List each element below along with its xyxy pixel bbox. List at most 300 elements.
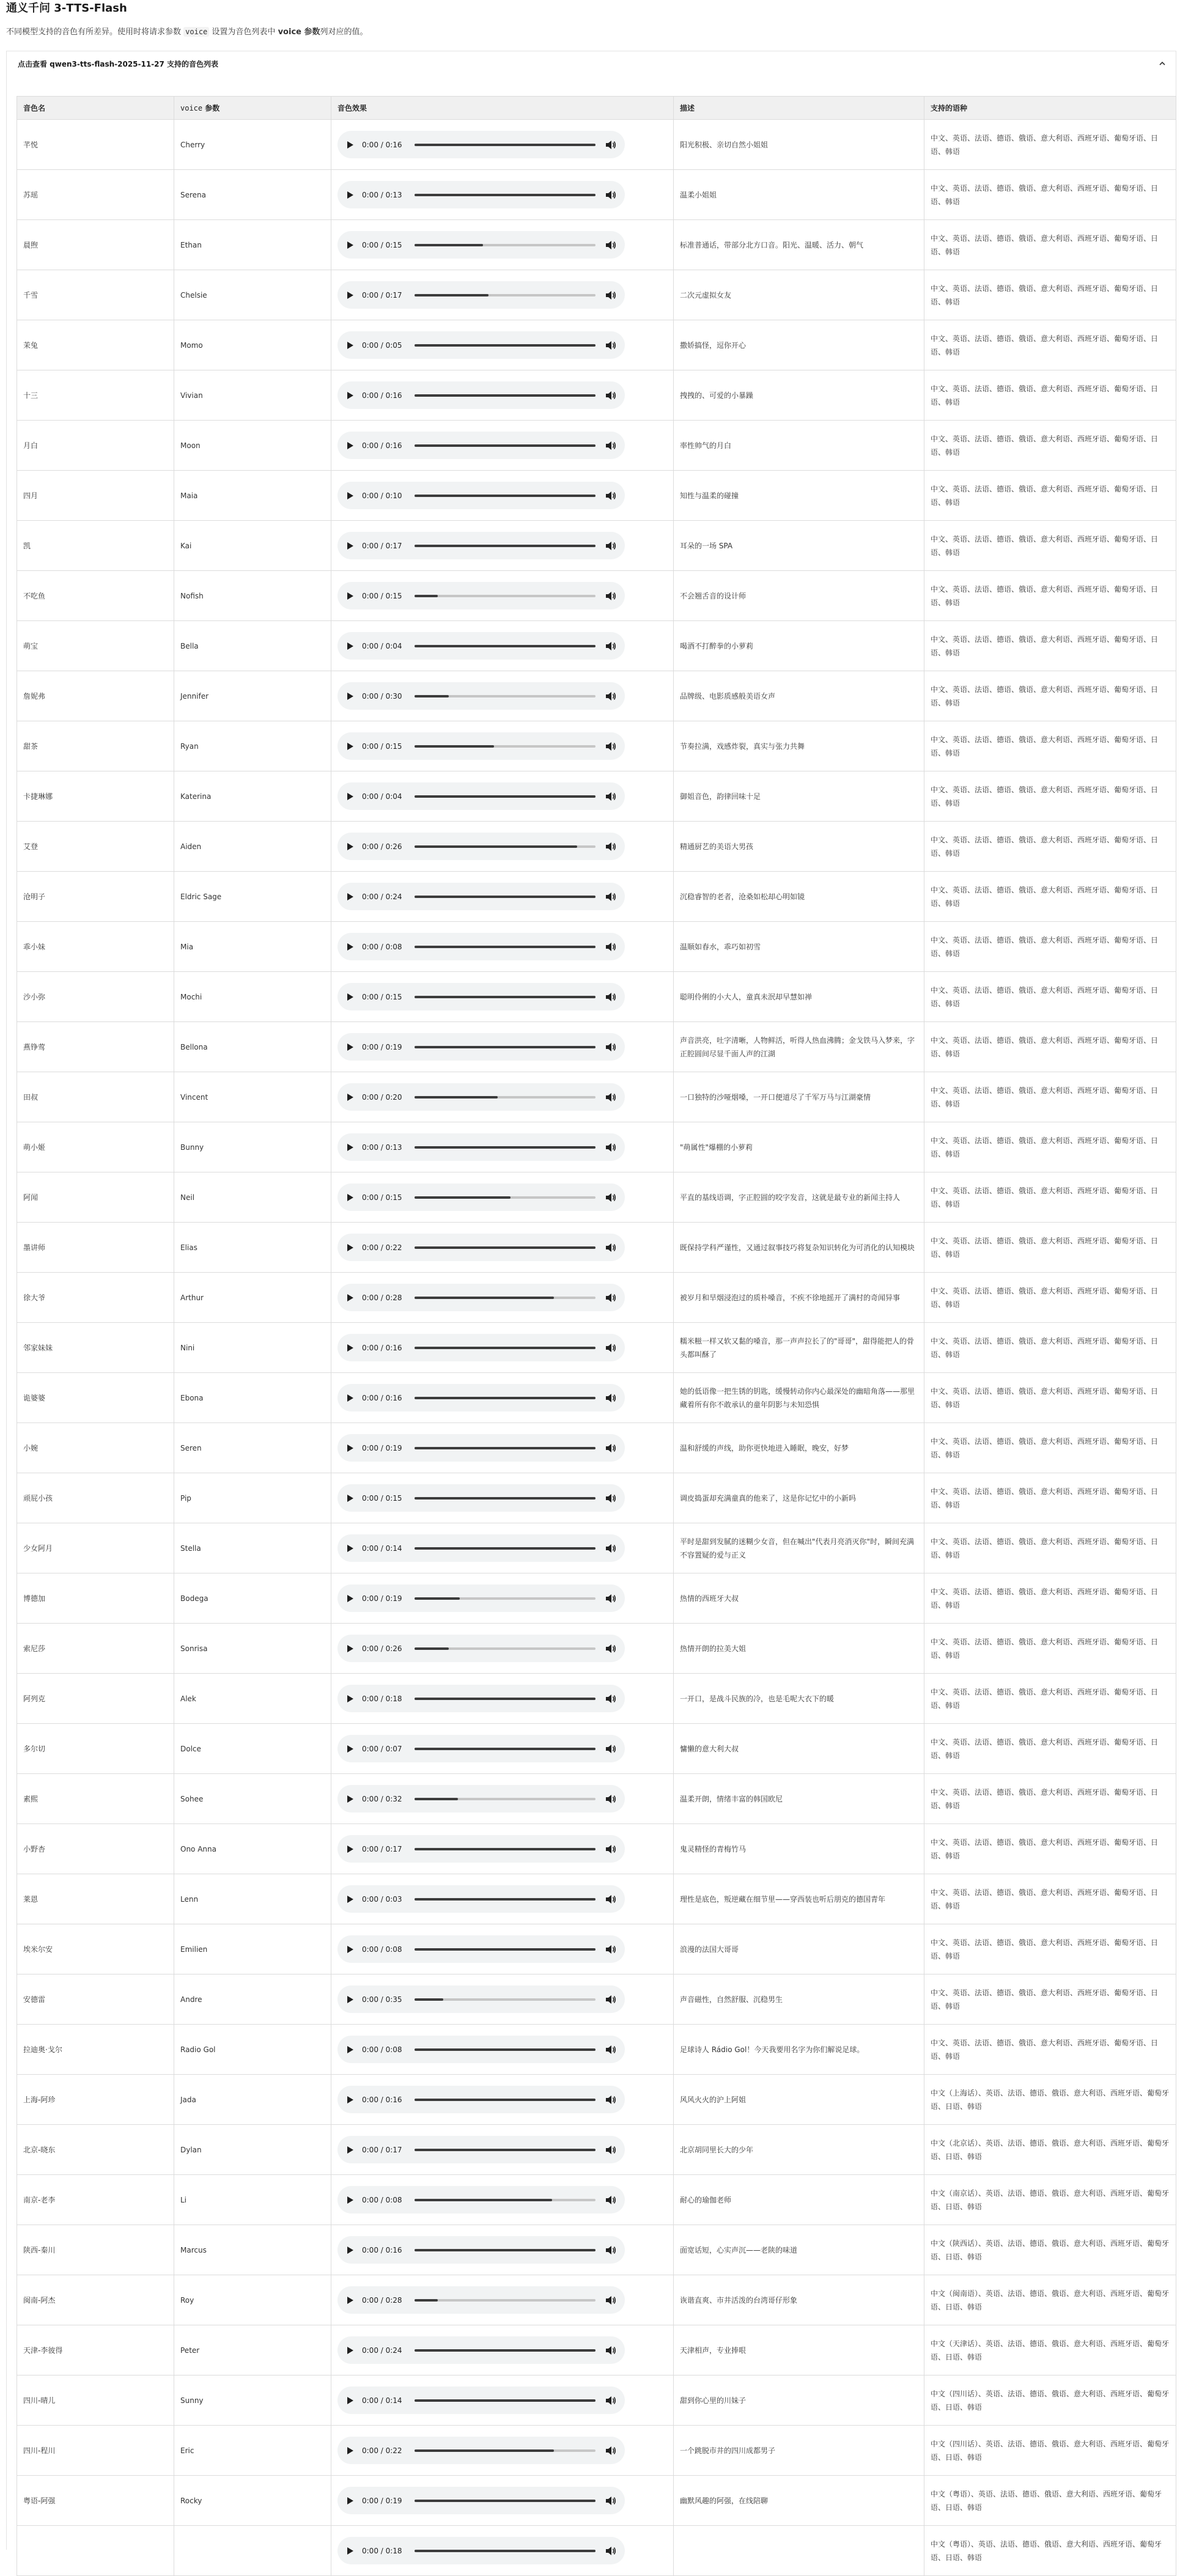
play-icon[interactable] <box>347 1896 353 1903</box>
cell-description: 北京胡同里长大的少年 <box>674 2125 924 2175</box>
volume-icon[interactable] <box>605 1594 616 1603</box>
header-desc: 描述 <box>674 97 924 120</box>
audio-player[interactable] <box>337 2136 625 2163</box>
cell-languages: 中文、英语、法语、德语、俄语、意大利语、西班牙语、葡萄牙语、日语、韩语 <box>924 1674 1176 1724</box>
audio-seek-bar[interactable] <box>415 1998 596 2001</box>
play-icon[interactable] <box>347 743 353 750</box>
audio-seek-fill <box>415 1547 596 1550</box>
cell-languages: 中文、英语、法语、德语、俄语、意大利语、西班牙语、葡萄牙语、日语、韩语 <box>924 972 1176 1022</box>
cell-languages: 中文、英语、法语、德语、俄语、意大利语、西班牙语、葡萄牙语、日语、韩语 <box>924 1924 1176 1974</box>
table-row <box>17 1724 1176 1774</box>
play-icon[interactable] <box>347 1094 353 1101</box>
cell-voice-param: Marcus <box>174 2225 331 2275</box>
audio-time: 0:00 / 0:15 <box>362 240 402 249</box>
audio-player[interactable] <box>337 2386 625 2414</box>
cell-voice-name: 诡婆婆 <box>17 1373 174 1423</box>
volume-icon[interactable] <box>605 1293 616 1303</box>
table-row <box>17 822 1176 872</box>
volume-icon[interactable] <box>605 691 616 701</box>
audio-player[interactable] <box>337 1234 625 1261</box>
audio-player[interactable] <box>337 1685 625 1712</box>
volume-icon[interactable] <box>605 290 616 300</box>
audio-player[interactable] <box>337 381 625 409</box>
audio-player[interactable] <box>337 1133 625 1161</box>
cell-voice-param: Vivian <box>174 370 331 421</box>
volume-icon[interactable] <box>605 2195 616 2205</box>
volume-icon[interactable] <box>605 391 616 400</box>
volume-icon[interactable] <box>605 1544 616 1553</box>
audio-player[interactable] <box>337 482 625 509</box>
audio-seek-bar[interactable] <box>415 1347 596 1349</box>
audio-player[interactable] <box>337 1334 625 1361</box>
audio-seek-fill <box>415 595 438 597</box>
audio-seek-bar[interactable] <box>415 2199 596 2201</box>
chevron-up-icon[interactable] <box>1155 56 1170 71</box>
audio-seek-bar[interactable] <box>415 2299 596 2302</box>
table-row <box>17 2225 1176 2275</box>
audio-player[interactable] <box>337 1935 625 1963</box>
audio-seek-bar[interactable] <box>415 194 596 196</box>
audio-seek-fill <box>415 344 596 347</box>
volume-icon[interactable] <box>605 340 616 350</box>
audio-seek-bar[interactable] <box>415 1497 596 1500</box>
audio-seek-bar[interactable] <box>415 2099 596 2101</box>
audio-time: 0:00 / 0:16 <box>362 2245 402 2254</box>
audio-player[interactable] <box>337 2487 625 2514</box>
cell-languages: 中文、英语、法语、德语、俄语、意大利语、西班牙语、葡萄牙语、日语、韩语 <box>924 170 1176 220</box>
cell-voice-name: 不吃鱼 <box>17 571 174 621</box>
audio-seek-bar[interactable] <box>415 2048 596 2051</box>
cell-voice-param: Seren <box>174 1423 331 1473</box>
volume-icon[interactable] <box>605 541 616 551</box>
table-row <box>17 2325 1176 2375</box>
play-icon[interactable] <box>347 2046 353 2053</box>
audio-seek-bar[interactable] <box>415 996 596 998</box>
volume-icon[interactable] <box>605 2546 616 2556</box>
play-icon[interactable] <box>347 693 353 700</box>
play-icon[interactable] <box>347 1394 353 1402</box>
audio-player[interactable] <box>337 1484 625 1512</box>
cell-description: 一个跳脱市井的四川成都男子 <box>674 2426 924 2476</box>
audio-seek-bar[interactable] <box>415 946 596 948</box>
cell-voice-param: Sonrisa <box>174 1624 331 1674</box>
play-icon[interactable] <box>347 893 353 900</box>
play-icon[interactable] <box>347 1444 353 1452</box>
audio-player[interactable] <box>337 2437 625 2464</box>
cell-sample <box>331 1674 674 1724</box>
cell-sample <box>331 1523 674 1573</box>
cell-description: 二次元虚拟女友 <box>674 270 924 320</box>
play-icon[interactable] <box>347 2547 353 2555</box>
audio-seek-bar[interactable] <box>415 495 596 497</box>
volume-icon[interactable] <box>605 942 616 952</box>
audio-player[interactable] <box>337 1284 625 1311</box>
audio-seek-fill <box>415 1748 596 1750</box>
play-icon[interactable] <box>347 542 353 550</box>
volume-icon[interactable] <box>605 1393 616 1403</box>
play-icon[interactable] <box>347 1946 353 1953</box>
volume-icon[interactable] <box>605 1644 616 1654</box>
cell-voice-name: 卡捷琳娜 <box>17 771 174 822</box>
play-icon[interactable] <box>347 1194 353 1201</box>
play-icon[interactable] <box>347 1745 353 1753</box>
play-icon[interactable] <box>347 2247 353 2254</box>
audio-player[interactable] <box>337 1584 625 1612</box>
volume-icon[interactable] <box>605 742 616 751</box>
audio-seek-bar[interactable] <box>415 595 596 597</box>
cell-languages: 中文、英语、法语、德语、俄语、意大利语、西班牙语、葡萄牙语、日语、韩语 <box>924 1824 1176 1874</box>
volume-icon[interactable] <box>605 2346 616 2355</box>
volume-icon[interactable] <box>605 641 616 651</box>
audio-player[interactable] <box>337 1033 625 1061</box>
audio-player[interactable] <box>337 1735 625 1762</box>
audio-player[interactable] <box>337 1785 625 1812</box>
cell-description: 耐心的瑜伽老师 <box>674 2175 924 2225</box>
audio-player[interactable] <box>337 281 625 309</box>
volume-icon[interactable] <box>605 2045 616 2055</box>
play-icon[interactable] <box>347 2096 353 2103</box>
audio-seek-bar[interactable] <box>415 144 596 146</box>
cell-voice-name: 萌小姬 <box>17 1122 174 1172</box>
cell-voice-name: 阿列克 <box>17 1674 174 1724</box>
play-icon[interactable] <box>347 1846 353 1853</box>
intro-middle: 设置为音色列表中 <box>212 28 276 37</box>
volume-icon[interactable] <box>605 1794 616 1804</box>
volume-icon[interactable] <box>605 2446 616 2456</box>
volume-icon[interactable] <box>605 792 616 801</box>
play-icon[interactable] <box>347 2347 353 2354</box>
audio-seek-bar[interactable] <box>415 394 596 397</box>
audio-seek-fill <box>415 1798 458 1800</box>
audio-seek-bar[interactable] <box>415 344 596 347</box>
play-icon[interactable] <box>347 1595 353 1602</box>
audio-player[interactable] <box>337 1183 625 1211</box>
play-icon[interactable] <box>347 292 353 299</box>
volume-icon[interactable] <box>605 1343 616 1353</box>
cell-sample <box>331 571 674 621</box>
cell-voice-name: 顽屁小孩 <box>17 1473 174 1523</box>
volume-icon[interactable] <box>605 842 616 852</box>
play-icon[interactable] <box>347 492 353 499</box>
cell-languages: 中文、英语、法语、德语、俄语、意大利语、西班牙语、葡萄牙语、日语、韩语 <box>924 571 1176 621</box>
play-icon[interactable] <box>347 993 353 1001</box>
cell-description: 一口独特的沙哑烟嗓，一开口便道尽了千军万马与江湖豪情 <box>674 1072 924 1122</box>
volume-icon[interactable] <box>605 2396 616 2405</box>
play-icon[interactable] <box>347 642 353 650</box>
cell-languages: 中文（上海话）、英语、法语、德语、俄语、意大利语、西班牙语、葡萄牙语、日语、韩语 <box>924 2075 1176 2125</box>
audio-seek-bar[interactable] <box>415 1397 596 1399</box>
play-icon[interactable] <box>347 141 353 149</box>
audio-seek-bar[interactable] <box>415 2249 596 2251</box>
audio-time: 0:00 / 0:05 <box>362 340 402 350</box>
cell-voice-param: Bellona <box>174 1022 331 1072</box>
cell-voice-param: Jennifer <box>174 671 331 721</box>
audio-seek-bar[interactable] <box>415 645 596 647</box>
table-row <box>17 2375 1176 2426</box>
volume-icon[interactable] <box>605 2245 616 2255</box>
audio-player[interactable] <box>337 2036 625 2063</box>
cell-voice-name: 索尼莎 <box>17 1624 174 1674</box>
volume-icon[interactable] <box>605 1092 616 1102</box>
play-icon[interactable] <box>347 442 353 449</box>
audio-seek-bar[interactable] <box>415 2550 596 2552</box>
table-row <box>17 1774 1176 1824</box>
cell-description: 耳朵的一场 SPA <box>674 521 924 571</box>
play-icon[interactable] <box>347 2297 353 2304</box>
audio-player[interactable] <box>337 732 625 760</box>
play-icon[interactable] <box>347 2447 353 2454</box>
cell-languages: 中文、英语、法语、德语、俄语、意大利语、西班牙语、葡萄牙语、日语、韩语 <box>924 1223 1176 1273</box>
volume-icon[interactable] <box>605 1694 616 1704</box>
audio-seek-bar[interactable] <box>415 1246 596 1249</box>
cell-sample <box>331 2175 674 2225</box>
volume-icon[interactable] <box>605 1493 616 1503</box>
play-icon[interactable] <box>347 1545 353 1552</box>
cell-description: 她的低语像一把生锈的钥匙，缓慢转动你内心最深处的幽暗角落——那里藏着所有你不敢承认的童年阴影与未知恐惧 <box>674 1373 924 1423</box>
audio-seek-bar[interactable] <box>415 1948 596 1951</box>
audio-player[interactable] <box>337 1384 625 1411</box>
audio-seek-bar[interactable] <box>415 2399 596 2402</box>
cell-languages: 中文、英语、法语、德语、俄语、意大利语、西班牙语、葡萄牙语、日语、韩语 <box>924 1373 1176 1423</box>
audio-player[interactable] <box>337 632 625 660</box>
play-icon[interactable] <box>347 191 353 199</box>
audio-player[interactable] <box>337 131 625 158</box>
table-row <box>17 1223 1176 1273</box>
audio-seek-fill <box>415 444 596 447</box>
play-icon[interactable] <box>347 1294 353 1301</box>
audio-seek-bar[interactable] <box>415 1748 596 1750</box>
audio-seek-bar[interactable] <box>415 2149 596 2151</box>
audio-player[interactable] <box>337 682 625 710</box>
audio-player[interactable] <box>337 2286 625 2314</box>
audio-time: 0:00 / 0:16 <box>362 2095 402 2104</box>
audio-seek-fill <box>415 2500 596 2502</box>
volume-icon[interactable] <box>605 1995 616 2004</box>
audio-player[interactable] <box>337 2186 625 2214</box>
table-row <box>17 1273 1176 1323</box>
volume-icon[interactable] <box>605 1193 616 1202</box>
play-icon[interactable] <box>347 392 353 399</box>
voice-table <box>17 96 1176 2576</box>
audio-player[interactable] <box>337 1635 625 1662</box>
play-icon[interactable] <box>347 241 353 249</box>
play-icon[interactable] <box>347 2397 353 2404</box>
volume-icon[interactable] <box>605 1143 616 1152</box>
audio-seek-bar[interactable] <box>415 294 596 296</box>
volume-icon[interactable] <box>605 140 616 150</box>
cell-sample <box>331 721 674 771</box>
audio-seek-bar[interactable] <box>415 845 596 848</box>
audio-player[interactable] <box>337 532 625 559</box>
volume-icon[interactable] <box>605 1894 616 1904</box>
cell-sample <box>331 621 674 671</box>
volume-icon[interactable] <box>605 2295 616 2305</box>
cell-voice-name: 天津-李彼得 <box>17 2325 174 2375</box>
play-icon[interactable] <box>347 1344 353 1352</box>
audio-seek-bar[interactable] <box>415 1647 596 1650</box>
audio-seek-bar[interactable] <box>415 1798 596 1800</box>
audio-player[interactable] <box>337 1985 625 2013</box>
audio-player[interactable] <box>337 983 625 1010</box>
audio-player[interactable] <box>337 1083 625 1111</box>
cell-voice-name: 陕西-秦川 <box>17 2225 174 2275</box>
cell-description: 天津相声，专业捧哏 <box>674 2325 924 2375</box>
cell-voice-param: Bodega <box>174 1573 331 1624</box>
audio-seek-bar[interactable] <box>415 695 596 697</box>
cell-voice-name: 北京-晓东 <box>17 2125 174 2175</box>
audio-time: 0:00 / 0:16 <box>362 1393 402 1402</box>
audio-seek-bar[interactable] <box>415 1096 596 1098</box>
cell-description: 聪明伶俐的小大人，童真未泯却早慧如禅 <box>674 972 924 1022</box>
table-row <box>17 571 1176 621</box>
volume-icon[interactable] <box>605 190 616 200</box>
play-icon[interactable] <box>347 592 353 600</box>
table-header-row <box>17 97 1176 120</box>
table-row <box>17 2275 1176 2325</box>
audio-seek-bar[interactable] <box>415 745 596 748</box>
audio-player[interactable] <box>337 2537 625 2564</box>
audio-seek-bar[interactable] <box>415 1898 596 1901</box>
play-icon[interactable] <box>347 1645 353 1652</box>
cell-description: 节奏拉满，戏感炸裂，真实与张力共舞 <box>674 721 924 771</box>
play-icon[interactable] <box>347 2497 353 2504</box>
header-voice-suffix: 参数 <box>202 104 220 112</box>
audio-seek-bar[interactable] <box>415 1196 596 1199</box>
audio-player[interactable] <box>337 1434 625 1462</box>
audio-player[interactable] <box>337 883 625 910</box>
audio-seek-bar[interactable] <box>415 1698 596 1700</box>
volume-icon[interactable] <box>605 240 616 250</box>
cell-description: 理性是底色，叛逆藏在细节里——穿西装也听后朋克的德国青年 <box>674 1874 924 1924</box>
audio-player[interactable] <box>337 933 625 960</box>
volume-icon[interactable] <box>605 2095 616 2105</box>
play-icon[interactable] <box>347 1244 353 1251</box>
play-icon[interactable] <box>347 1043 353 1051</box>
play-icon[interactable] <box>347 1996 353 2003</box>
audio-seek-bar[interactable] <box>415 2500 596 2502</box>
audio-seek-fill <box>415 545 596 547</box>
volume-icon[interactable] <box>605 1744 616 1754</box>
volume-icon[interactable] <box>605 1443 616 1453</box>
audio-player[interactable] <box>337 833 625 860</box>
cell-description: 精通厨艺的美语大男孩 <box>674 822 924 872</box>
audio-player[interactable] <box>337 582 625 609</box>
audio-seek-fill <box>415 294 489 296</box>
voice-list-toggle[interactable] <box>7 51 1176 76</box>
audio-seek-fill <box>415 2199 552 2201</box>
cell-sample <box>331 2526 674 2576</box>
play-icon[interactable] <box>347 943 353 951</box>
cell-languages: 中文、英语、法语、德语、俄语、意大利语、西班牙语、葡萄牙语、日语、韩语 <box>924 1874 1176 1924</box>
audio-seek-bar[interactable] <box>415 1547 596 1550</box>
play-icon[interactable] <box>347 1695 353 1702</box>
volume-icon[interactable] <box>605 1844 616 1854</box>
audio-seek-bar[interactable] <box>415 444 596 447</box>
audio-seek-bar[interactable] <box>415 896 596 898</box>
audio-player[interactable] <box>337 2336 625 2364</box>
audio-seek-bar[interactable] <box>415 795 596 798</box>
cell-sample <box>331 2225 674 2275</box>
page-title: 通义千问 3-TTS-Flash <box>6 2 127 15</box>
play-icon[interactable] <box>347 793 353 800</box>
audio-seek-bar[interactable] <box>415 1046 596 1048</box>
audio-player[interactable] <box>337 231 625 259</box>
audio-seek-bar[interactable] <box>415 1447 596 1449</box>
audio-seek-fill <box>415 1347 596 1349</box>
cell-languages: 中文（四川话）、英语、法语、德语、俄语、意大利语、西班牙语、葡萄牙语、日语、韩语 <box>924 2375 1176 2426</box>
audio-seek-bar[interactable] <box>415 2449 596 2452</box>
volume-icon[interactable] <box>605 892 616 902</box>
cell-voice-name: 千雪 <box>17 270 174 320</box>
table-row <box>17 1624 1176 1674</box>
audio-player[interactable] <box>337 2236 625 2264</box>
audio-player[interactable] <box>337 432 625 459</box>
play-icon[interactable] <box>347 2146 353 2154</box>
audio-seek-bar[interactable] <box>415 244 596 246</box>
intro-code: voice <box>183 27 209 37</box>
play-icon[interactable] <box>347 1495 353 1502</box>
cell-description: 温和舒缓的声线，助你更快地进入睡眠，晚安，好梦 <box>674 1423 924 1473</box>
cell-voice-name: 十三 <box>17 370 174 421</box>
table-row <box>17 120 1176 170</box>
audio-seek-bar[interactable] <box>415 1597 596 1600</box>
table-row <box>17 1824 1176 1874</box>
cell-sample <box>331 2275 674 2325</box>
cell-languages: 中文（四川话）、英语、法语、德语、俄语、意大利语、西班牙语、葡萄牙语、日语、韩语 <box>924 2426 1176 2476</box>
cell-description: 拽拽的、可爱的小暴躁 <box>674 370 924 421</box>
table-row <box>17 2125 1176 2175</box>
volume-icon[interactable] <box>605 441 616 451</box>
audio-player[interactable] <box>337 782 625 810</box>
audio-seek-bar[interactable] <box>415 2349 596 2352</box>
volume-icon[interactable] <box>605 591 616 601</box>
cell-voice-param: Stella <box>174 1523 331 1573</box>
audio-player[interactable] <box>337 1885 625 1913</box>
audio-seek-bar[interactable] <box>415 1297 596 1299</box>
table-row <box>17 2426 1176 2476</box>
cell-sample <box>331 471 674 521</box>
cell-voice-name: 少女阿月 <box>17 1523 174 1573</box>
audio-seek-bar[interactable] <box>415 1848 596 1850</box>
play-icon[interactable] <box>347 1144 353 1151</box>
volume-icon[interactable] <box>605 992 616 1002</box>
play-icon[interactable] <box>347 342 353 349</box>
volume-icon[interactable] <box>605 491 616 501</box>
volume-icon[interactable] <box>605 2496 616 2506</box>
audio-seek-bar[interactable] <box>415 1146 596 1149</box>
play-icon[interactable] <box>347 2196 353 2204</box>
cell-sample <box>331 1323 674 1373</box>
volume-icon[interactable] <box>605 1042 616 1052</box>
audio-player[interactable] <box>337 2086 625 2113</box>
audio-player[interactable] <box>337 1835 625 1863</box>
volume-icon[interactable] <box>605 1945 616 1954</box>
audio-player[interactable] <box>337 1534 625 1562</box>
audio-player[interactable] <box>337 181 625 208</box>
audio-player[interactable] <box>337 331 625 359</box>
audio-seek-fill <box>415 144 596 146</box>
cell-voice-name: 田叔 <box>17 1072 174 1122</box>
audio-seek-bar[interactable] <box>415 545 596 547</box>
play-icon[interactable] <box>347 1795 353 1803</box>
cell-sample <box>331 1774 674 1824</box>
volume-icon[interactable] <box>605 1243 616 1253</box>
volume-icon[interactable] <box>605 2145 616 2155</box>
table-row <box>17 1874 1176 1924</box>
play-icon[interactable] <box>347 843 353 850</box>
cell-voice-param: Ryan <box>174 721 331 771</box>
audio-seek-fill <box>415 795 596 798</box>
